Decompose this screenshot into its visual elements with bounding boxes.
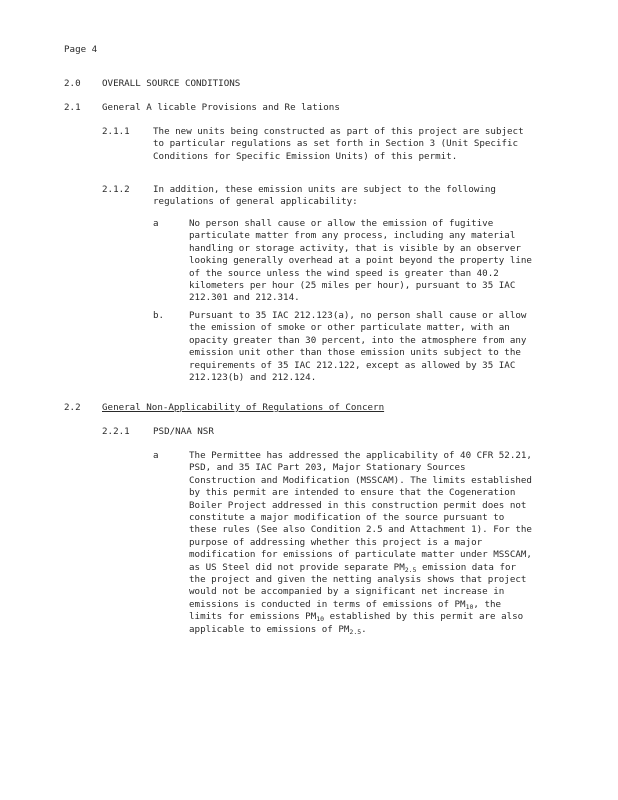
subsection-title: General A licable Provisions and Re lations <box>102 102 340 113</box>
clause-title: PSD/NAA NSR <box>153 426 214 437</box>
text-run: . <box>361 623 367 635</box>
page-number: Page 4 <box>64 44 98 55</box>
item-label: a <box>153 218 159 229</box>
clause-text: The new units being constructed as part of this project are subject to particular regulations as set forth in Section 3 (Unit Specific Conditions for Specific Emission Units) of this permit. <box>153 126 524 162</box>
text-run: established by this permit are also applicable to emissions of PM <box>189 611 524 635</box>
subscript: 2.5 <box>404 565 417 574</box>
clause-number: 2.2.1 <box>102 426 130 437</box>
item-label: a <box>153 450 159 461</box>
subscript: 10 <box>316 615 325 624</box>
clause-number: 2.1.1 <box>102 126 130 137</box>
item-text: Pursuant to 35 IAC 212.123(a), no person shall cause or allow the emission of smoke or other particulate matter, with an opacity greater than 30 percent, into the atmosphere from any emission unit other than those emission units subject to the requirements of 35 IAC 212.122, except as allowed by 35 IAC 212.123(b) and 212.124. <box>189 310 527 384</box>
text-run: emission data for the project and given the netting analysis shows that project would not be accompanied by a significant net increase in emissions is conducted in terms of emissions of PM <box>189 561 527 610</box>
item-text: No person shall cause or allow the emission of fugitive particulate matter from any process, including any material handling or storage activity, that is visible by an observer looking generally overhead at a point beyond the property line of the source unless the wind speed is greater than 40.2 kilometers per hour (25 miles per hour), pursuant to 35 IAC 212.301 and 212.314. <box>189 218 532 304</box>
section-number: 2.0 <box>64 78 81 89</box>
text-run: , the limits for emissions PM <box>189 598 502 623</box>
text-run: The Permittee has addressed the applicability of 40 CFR 52.21, PSD, and 35 IAC Part 203, Major Stationary Sources Construction and Modification (MSSCAM). The limits established by this permit are intended to ensure that the Cogeneration Boiler Project addressed in this construction permit does not constitute a major modification of the source pursuant to these rules (See also Condition 2.5 and Attachment 1). For the purpose of addressing whether this project is a major modification for emissions of particulate matter under MSSCAM, as US Steel did not provide separate PM <box>189 450 532 573</box>
item-label: b. <box>153 310 165 321</box>
clause-number: 2.1.2 <box>102 184 130 195</box>
subsection-title: General Non-Applicability of Regulations of Concern <box>102 402 385 413</box>
subsection-number: 2.1 <box>64 102 81 113</box>
subscript: 2.5 <box>349 627 362 636</box>
subscript: 10 <box>465 602 474 611</box>
item-text <box>189 450 536 636</box>
clause-text: In addition, these emission units are subject to the following regulations of general applicability: <box>153 184 496 208</box>
section-title: OVERALL SOURCE CONDITIONS <box>102 78 241 89</box>
subsection-number: 2.2 <box>64 402 81 413</box>
